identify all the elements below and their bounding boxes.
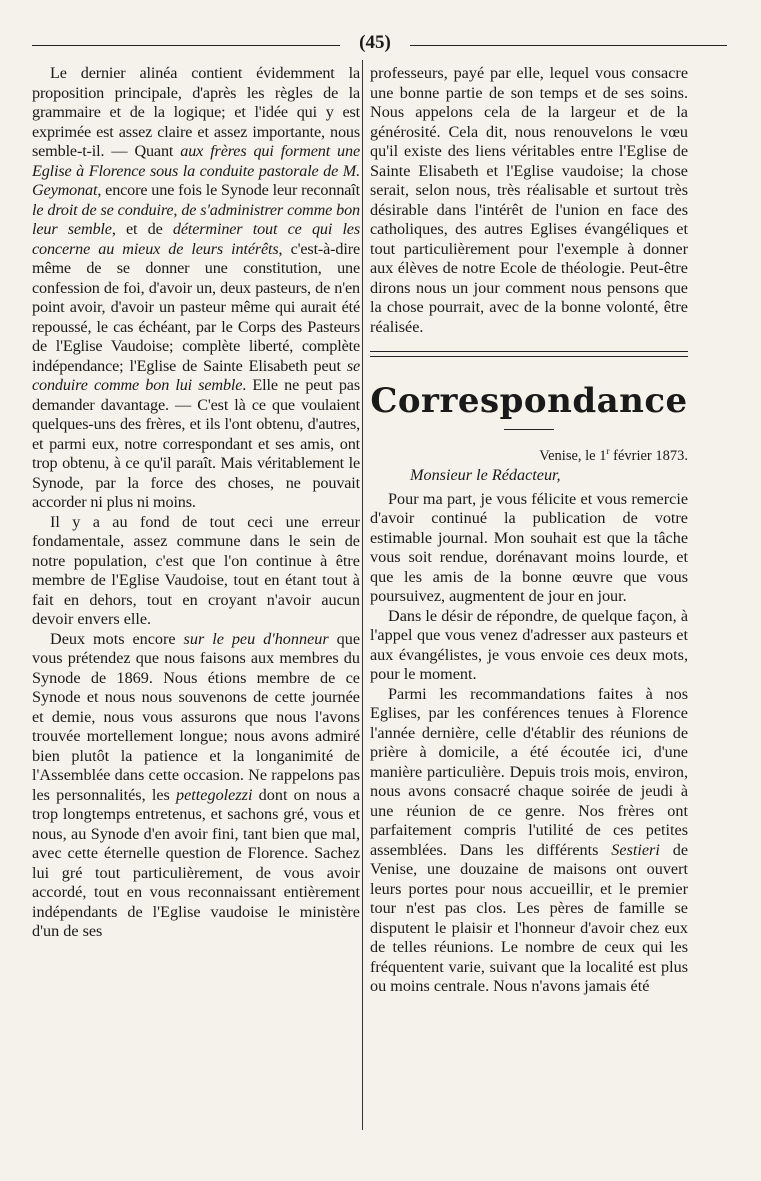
left-column <box>32 64 360 1128</box>
dateline: Venise, le 1$^r$ février 1873. <box>539 446 688 464</box>
section-separator <box>370 351 688 357</box>
paragraph-continued: professeurs, payé par elle, lequel vous consacre une bonne partie de son temps et de ses soins. Nous appelons cela de la largeur et de la générosité. Cela dit, nous renouvelons le vœu qu'il existe des liens véritables entre l'Eglise de Sainte Elisabeth et l'Eglise vaudoise; la chose serait, selon nous, très réalisable et surtout très désirable dans l'intérêt de l'union en face des catholiques, des autres Eglises évangéliques et tout particulièrement pour l'exemple à donner aux élèves de notre Ecole de théologie. Peut-être dirons nous un jour comment nous pensons que la chose pourrait, avec de la bonne volonté, être réalisée. <box>370 64 688 336</box>
paragraph: Pour ma part, je vous félicite et vous remercie d'avoir continué la publication de votre estimable journal. Mon souhait est que la tâche vous soit rendue, dorénavant moins lourde, et que les amis de la bonne œuvre que vous poursuivez, augmentent de jour en jour. <box>370 489 688 606</box>
title-underline <box>504 429 554 430</box>
paragraph: Deux mots encore sur le peu d'honneur que vous prétendez que nous faisons aux membres du Synode de 1869. Nous étions membre de ce Synode et nous nous souvenons de cette journée et demie, nous vous assurons que nous l'avons trouvée mortellement longue; nous avons admiré bien plutôt la patience et la longanimité de l'Assemblée dans cette occasion. Ne rappelons pas les personnalités, les pettegolezzi dont on nous a trop longtemps entretenus, et sachons gré, vous et nous, au Synode d'en avoir fini, tant bien que mal, avec cette éternelle question de Florence. Sachez lui gré tout particulièrement, de vous avoir accordé, tout en vous reconnaissant entièrement indépendants de l'Eglise vaudoise le ministère d'un de ses <box>32 629 360 940</box>
paragraph: Le dernier alinéa contient évidemment la proposition principale, d'après les règles de la grammaire et de la logique; et l'idée qui y est exprimée est assez claire et assez importante, nous semble-t-il. — Quant aux frères qui forment une Eglise à Florence sous la conduite pastorale de M. Geymonat, encore une fois le Synode leur reconnaît le droit de se conduire, de s'administrer comme bon leur semble, et de déterminer tout ce qui les concerne au mieux de leurs intérêts, c'est-à-dire même de se donner une constitution, une confession de foi, d'avoir un, deux pasteurs, de n'en point avoir, d'avoir un pasteur même qui aurait été repoussé, le cas échéant, par le Corps des Pasteurs de l'Eglise Vaudoise; complète liberté, complète indépendance; l'Eglise de Sainte Elisabeth peut se conduire comme bon lui semble. Elle ne peut pas demander davantage. — C'est là ce que voulaient quelques-uns des frères, et ils l'ont obtenu, d'autres, et parmi eux, notre correspondant et ses amis, ont trop obtenu, à ce qu'il paraît. Mais véritablement le Synode, par la force des choses, ne pouvait accorder ni plus ni moins. <box>32 64 360 511</box>
paragraph: Dans le désir de répondre, de quelque façon, à l'appel que vous venez d'adresser aux pasteurs et aux évangélistes, je vous envoie ces deux mots, pour le moment. <box>370 606 688 684</box>
header-rule-left <box>32 45 340 46</box>
page-number: (45) <box>359 32 391 53</box>
column-divider <box>362 60 363 1130</box>
section-title: Correspondance <box>370 381 688 421</box>
paragraph: Parmi les recommandations faites à nos Eglises, par les conférences tenues à Florence l'année dernière, celle d'établir des réunions de prière à domicile, a été écoutée ici, d'une manière particulière. Depuis trois mois, environ, nous avons consacré chaque soirée de jeudi à une réunion de ce genre. Nos frères ont parfaitement compris l'utilité de ces petites assemblées. Dans les différents Sestieri de Venise, une douzaine de maisons ont ouvert leurs portes pour nous accueillir, et le premier tour n'est pas clos. Les pères de famille se disputent le plaisir et l'honneur d'avoir chez eux de telles réunions. Le nombre de ceux qui les fréquentent varie, suivant que la localité est plus ou moins centrale. Nous n'avons jamais été <box>370 684 688 996</box>
salutation: Monsieur le Rédacteur, <box>410 466 561 485</box>
page-header <box>32 32 727 54</box>
header-rule-right <box>410 45 727 46</box>
right-column <box>370 64 688 1128</box>
paragraph: Il y a au fond de tout ceci une erreur fondamentale, assez commune dans le sein de notre population, c'est que l'on continue à être membre de l'Eglise Vaudoise, tout en étant tout à fait en dehors, tout en croyant n'avoir aucun devoir envers elle. <box>32 512 360 628</box>
